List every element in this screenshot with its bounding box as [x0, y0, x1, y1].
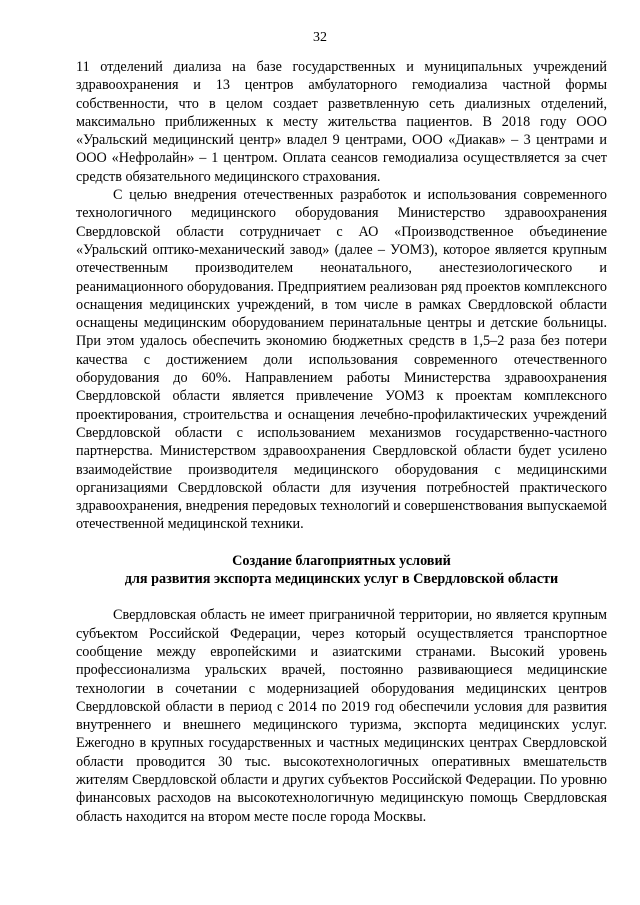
- section-heading-line-1: Создание благоприятных условий: [232, 552, 451, 569]
- paragraph-medical-tourism: Свердловская область не имеет приграничной территории, но является крупным субъектом Российской Федерации, через который осуществляется транспортное сообщение между европейскими и азиатскими странами. Высокий уровень профессионализма уральских врачей, постоянно развивающиеся медицинские технологии в сочетании с модернизацией оборудования медицинских центров Свердловской области в период с 2014 по 2019 год обеспечили условия для развития внутреннего и внешнего медицинского туризма, экспорта медицинских услуг. Ежегодно в крупных государственных и частных медицинских центрах Свердловской области проводится 30 тыс. высокотехнологичных оперативных вмешательств жителям Свердловской области и других субъектов Российской Федерации. По уровню финансовых расходов на высокотехнологичную медицинскую помощь Свердловская область находится на втором месте после города Москвы.: [76, 607, 607, 825]
- paragraph-dialysis: 11 отделений диализа на базе государственных и муниципальных учреждений здравоохранения и 13 центров амбулаторного гемодиализа частной формы собственности, что в целом создает разветвленную сеть диализных отделений, максимально приближенных к месту жительства пациентов. В 2018 году ООО «Уральский медицинский центр» владел 9 центрами, ООО «Диакав» – 3 центрами и ООО «Нефролайн» – 1 центром. Оплата сеансов гемодиализа осуществляется за счет средств обязательного медицинского страхования.: [76, 59, 607, 185]
- document-body: [76, 58, 607, 826]
- section-heading: [76, 552, 607, 589]
- page-number: 32: [313, 30, 327, 45]
- spacer: [76, 588, 607, 606]
- paragraph-uomz: С целью внедрения отечественных разработок и использования современного технологичного медицинского оборудования Министерство здравоохранения Свердловской области сотрудничает с АО «Производственное объединение «Уральский оптико-механический завод» (далее – УОМЗ), которое является крупным отечественным производителем неонатального, анестезиологического и реанимационного оборудования. Предприятием реализован ряд проектов комплексного оснащения медицинских учреждений, в том числе в рамках Свердловской области оснащены медицинским оборудованием перинатальные центры и детские больницы. При этом удалось обеспечить экономию бюджетных средств в 1,5–2 раза без потери качества с достижением доли использования современного отечественного оборудования до 60%. Направлением работы Министерства здравоохранения Свердловской области является привлечение УОМЗ к проектам комплексного проектирования, строительства и оснащения лечебно-профилактических учреждений Свердловской области с использованием механизмов государственно-частного партнерства. Министерством здравоохранения Свердловской области будет усилено взаимодействие производителя медицинского оборудования с медицинскими организациями Свердловской области для изучения потребностей практического здравоохранения, внедрения передовых технологий и совершенствования выпускаемой отечественной медицинской техники.: [76, 187, 607, 533]
- section-heading-line-2: для развития экспорта медицинских услуг в Свердловской области: [124, 571, 559, 588]
